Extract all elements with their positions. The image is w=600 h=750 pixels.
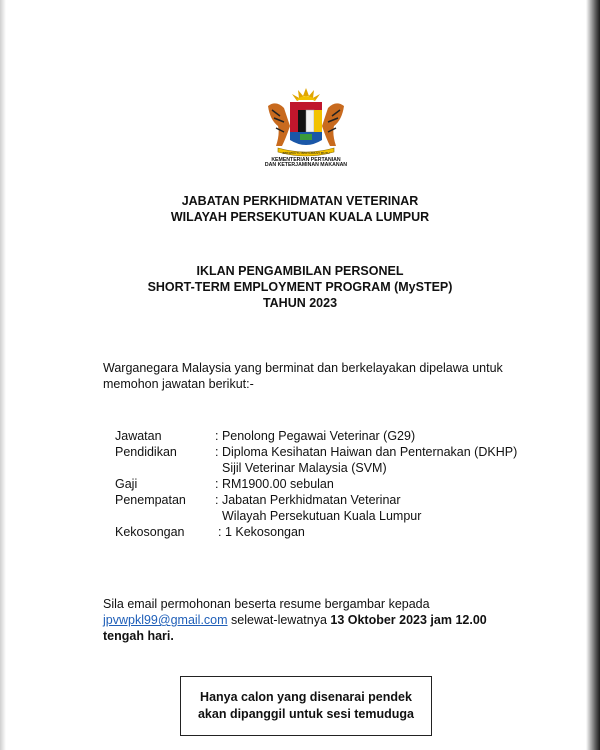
application-line1: Sila email permohonan beserta resume bergambar kepada <box>103 597 430 611</box>
shortlist-notice-box <box>180 676 432 736</box>
pendidikan-value-1: : Diploma Kesihatan Haiwan dan Penternakan (DKHP) <box>215 445 518 459</box>
crest-ministry-line1: KEMENTERIAN PERTANIAN <box>271 157 341 163</box>
crest-ministry-line2: DAN KETERJAMINAN MAKANAN <box>264 162 348 166</box>
penempatan-label: Penempatan <box>115 493 186 507</box>
intro-line1: Warganegara Malaysia yang berminat dan berkelayakan dipelawa untuk <box>103 361 503 375</box>
notice-line2: akan dipanggil untuk sesi temuduga <box>197 707 414 721</box>
svg-text:BERSEKUTU BERTAMBAH MUTU: BERSEKUTU BERTAMBAH MUTU <box>282 151 330 155</box>
penempatan-value-2: Wilayah Persekutuan Kuala Lumpur <box>222 509 422 523</box>
ministry-crest-logo <box>246 86 366 166</box>
intro-line2: memohon jawatan berikut:- <box>103 377 254 391</box>
application-after-email: selewat-lewatnya <box>227 613 331 627</box>
ad-title-line2: SHORT-TERM EMPLOYMENT PROGRAM (MySTEP) <box>147 280 453 294</box>
page-edge-right <box>586 0 600 750</box>
department-line2: WILAYAH PERSEKUTUAN KUALA LUMPUR <box>170 210 430 224</box>
ad-title-line3: TAHUN 2023 <box>262 296 338 310</box>
gaji-label: Gaji <box>115 477 138 491</box>
application-deadline: 13 Oktober 2023 jam 12.00 <box>330 613 487 627</box>
application-line2 <box>103 612 487 628</box>
notice-line1: Hanya calon yang disenarai pendek <box>200 690 412 704</box>
jawatan-label: Jawatan <box>115 429 162 443</box>
pendidikan-label: Pendidikan <box>115 445 177 459</box>
jawatan-value: : Penolong Pegawai Veterinar (G29) <box>215 429 416 443</box>
kekosongan-value: : 1 Kekosongan <box>218 525 305 539</box>
ad-title-line1: IKLAN PENGAMBILAN PERSONEL <box>196 264 404 278</box>
page-edge-left <box>0 0 6 750</box>
kekosongan-label: Kekosongan <box>115 525 185 539</box>
penempatan-value-1: : Jabatan Perkhidmatan Veterinar <box>215 493 401 507</box>
department-line1: JABATAN PERKHIDMATAN VETERINAR <box>181 194 419 208</box>
gaji-value: : RM1900.00 sebulan <box>215 477 334 491</box>
pendidikan-value-2: Sijil Veterinar Malaysia (SVM) <box>222 461 387 475</box>
application-deadline-line2: tengah hari. <box>103 629 174 643</box>
email-link[interactable]: jpvwpkl99@gmail.com <box>103 613 228 627</box>
